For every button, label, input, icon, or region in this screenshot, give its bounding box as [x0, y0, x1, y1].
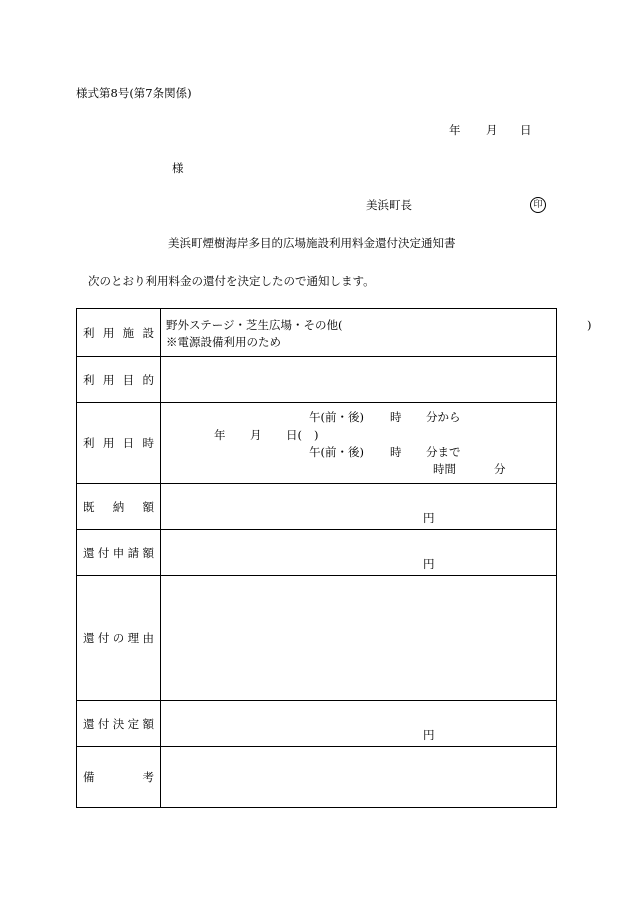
- end-minute-until: 分まで: [426, 445, 461, 459]
- value-paid[interactable]: [161, 484, 557, 530]
- value-decided[interactable]: [161, 701, 557, 747]
- use-year: 年: [214, 428, 226, 442]
- label-facility: 利 用 施 設: [77, 309, 161, 357]
- notice-table: [76, 308, 592, 808]
- label-purpose: 利 用 目 的: [77, 357, 161, 403]
- row-decided: [77, 701, 557, 747]
- facility-paren-close: ): [587, 318, 592, 332]
- value-datetime[interactable]: [161, 403, 557, 484]
- label-decided: 還 付 決 定 額: [77, 701, 161, 747]
- row-datetime: [77, 403, 557, 484]
- label-requested: 還 付 申 請 額: [77, 530, 161, 576]
- date-day: 日: [520, 123, 532, 137]
- row-purpose: [77, 357, 557, 403]
- label-remarks: 備 考: [77, 747, 161, 808]
- row-facility: [77, 309, 557, 357]
- start-minute-from: 分から: [426, 410, 461, 424]
- paid-unit: 円: [423, 511, 435, 525]
- intro-text: 次のとおり利用料金の還付を決定したので通知します。: [88, 274, 375, 288]
- decided-unit: 円: [423, 728, 435, 742]
- value-reason[interactable]: [161, 576, 557, 701]
- value-remarks[interactable]: [161, 747, 557, 808]
- seal-stamp: 印: [530, 197, 546, 213]
- duration-hours: 時間: [433, 462, 456, 476]
- value-facility[interactable]: [161, 309, 592, 357]
- start-hour: 時: [390, 410, 402, 424]
- use-day: 日(: [286, 428, 302, 442]
- label-paid: 既 納 額: [77, 484, 161, 530]
- use-month: 月: [250, 428, 262, 442]
- row-requested: [77, 530, 557, 576]
- document-title: 美浜町煙樹海岸多目的広場施設利用料金還付決定通知書: [168, 236, 456, 250]
- form-number: 様式第8号(第7条関係): [76, 86, 192, 100]
- issuer: 美浜町長: [366, 198, 412, 212]
- row-paid: [77, 484, 557, 530]
- duration-minutes: 分: [494, 462, 506, 476]
- end-hour: 時: [390, 445, 402, 459]
- requested-unit: 円: [423, 557, 435, 571]
- end-ampm: 午(前・後): [309, 445, 364, 459]
- value-requested[interactable]: [161, 530, 557, 576]
- addressee-suffix: 様: [172, 161, 184, 175]
- start-ampm: 午(前・後): [309, 410, 364, 424]
- row-reason: [77, 576, 557, 701]
- date-year: 年: [449, 123, 461, 137]
- facility-note: ※電源設備利用のため: [166, 335, 281, 349]
- weekday-close: ): [314, 428, 319, 442]
- row-remarks: [77, 747, 557, 808]
- label-reason: 還 付 の 理 由: [77, 576, 161, 701]
- date-month: 月: [486, 123, 498, 137]
- facility-options: 野外ステージ・芝生広場・その他(: [166, 318, 343, 332]
- label-datetime: 利 用 日 時: [77, 403, 161, 484]
- value-purpose[interactable]: [161, 357, 557, 403]
